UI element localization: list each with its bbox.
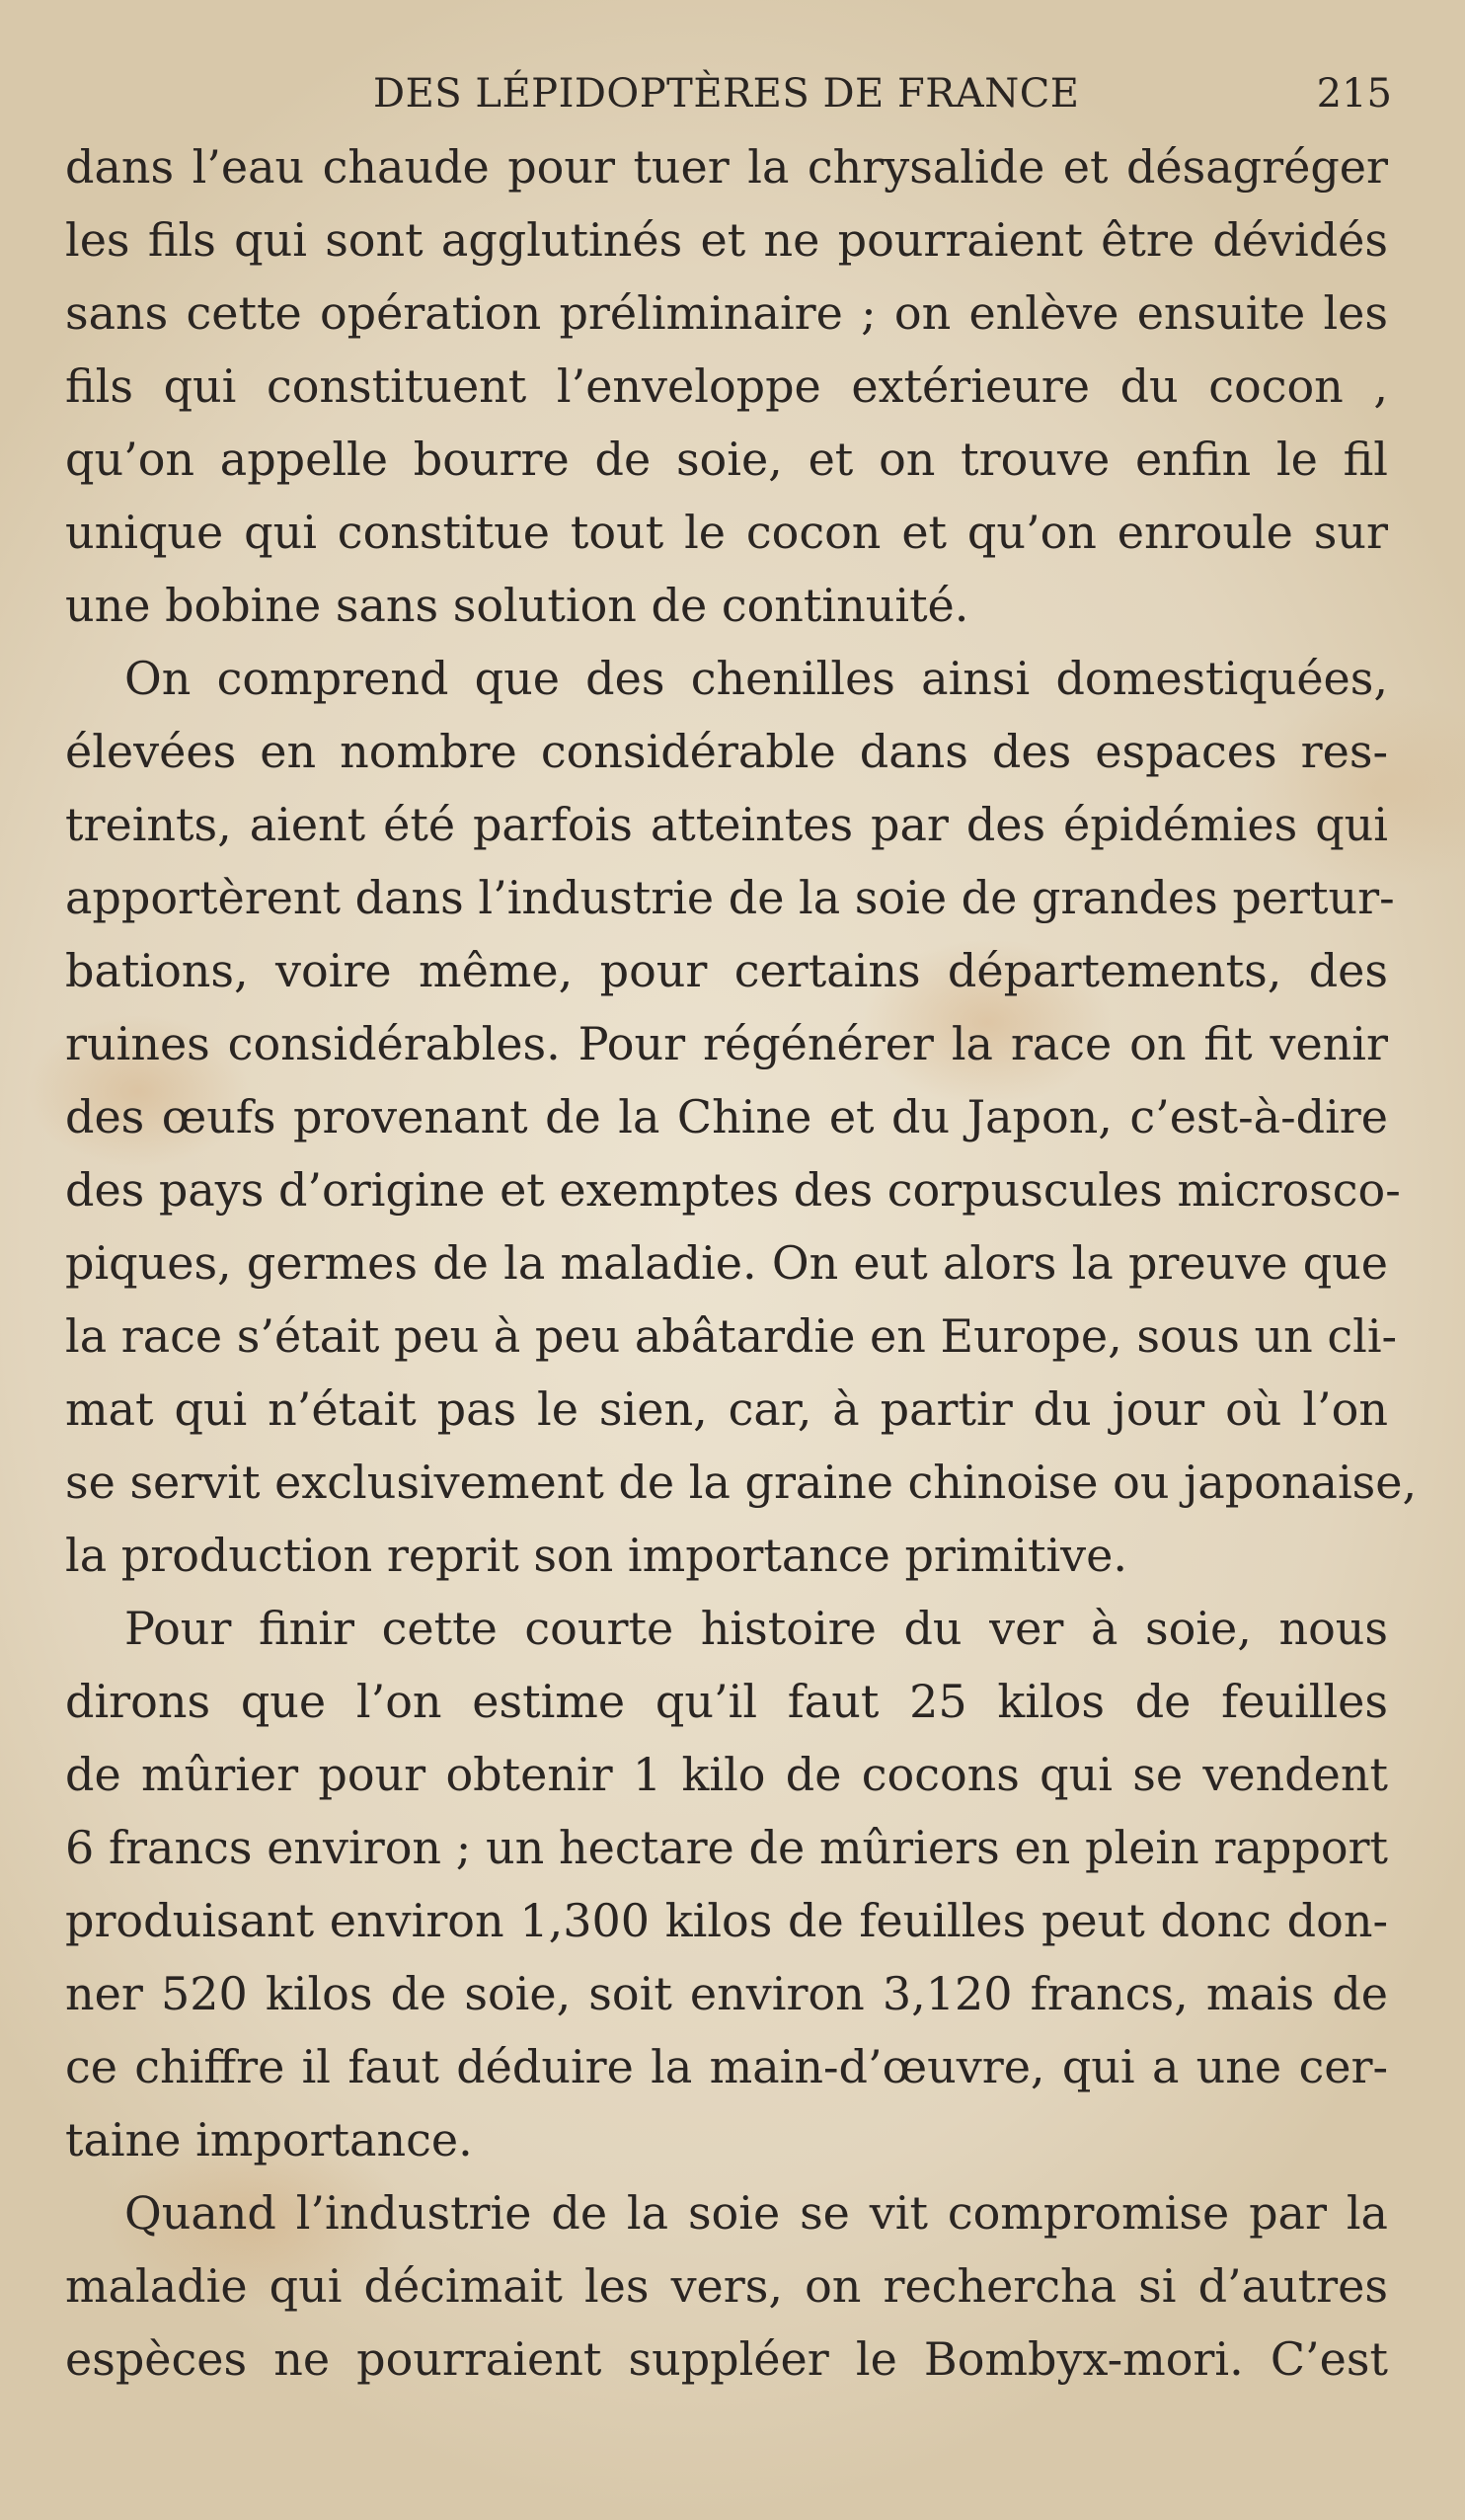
- text-line: des pays d’origine et exemptes des corpuscules microsco-: [65, 1163, 1401, 1217]
- text-line: espèces ne pourraient suppléer le Bombyx-mori. C’est: [65, 2332, 1388, 2386]
- text-line: dirons que l’on estime qu’il faut 25 kilos de feuilles: [65, 1675, 1388, 1728]
- text-line: ce chiffre il faut déduire la main-d’œuvre, qui a une cer-: [65, 2040, 1388, 2093]
- text-line: piques, germes de la maladie. On eut alors la preuve que: [65, 1236, 1388, 1290]
- paragraph: [65, 2176, 1388, 2396]
- text-line: dans l’eau chaude pour tuer la chrysalide et désagréger: [65, 140, 1388, 194]
- text-line: bations, voire même, pour certains départements, des: [65, 944, 1388, 997]
- text-line: de mûrier pour obtenir 1 kilo de cocons qui se vendent: [65, 1748, 1388, 1801]
- text-line: ruines considérables. Pour régénérer la race on fit venir: [65, 1017, 1388, 1070]
- text-line: mat qui n’était pas le sien, car, à partir du jour où l’on: [65, 1382, 1388, 1436]
- text-line: des œufs provenant de la Chine et du Japon, c’est-à-dire: [65, 1090, 1388, 1143]
- text-line: treints, aient été parfois atteintes par des épidémies qui: [65, 798, 1388, 851]
- text-line: apportèrent dans l’industrie de la soie de grandes pertur-: [65, 871, 1395, 924]
- page-number: 215: [1316, 71, 1392, 117]
- text-line: On comprend que des chenilles ainsi domestiquées,: [124, 652, 1388, 705]
- text-line: produisant environ 1,300 kilos de feuilles peut donc don-: [65, 1894, 1388, 1947]
- paragraph: [65, 642, 1418, 1592]
- paragraph: [65, 1592, 1388, 2176]
- text-line: unique qui constitue tout le cocon et qu’on enroule sur: [65, 506, 1388, 559]
- paragraph: [65, 130, 1388, 642]
- text-line: une bobine sans solution de continuité.: [65, 579, 969, 632]
- text-line: ner 520 kilos de soie, soit environ 3,120 francs, mais de: [65, 1967, 1388, 2020]
- text-line: sans cette opération préliminaire ; on enlève ensuite les: [65, 286, 1388, 340]
- text-line: 6 francs environ ; un hectare de mûriers en plein rapport: [65, 1821, 1388, 1874]
- text-line: fils qui constituent l’enveloppe extérieure du cocon ,: [65, 359, 1388, 413]
- text-line: maladie qui décimait les vers, on rechercha si d’autres: [65, 2259, 1388, 2313]
- text-line: les fils qui sont agglutinés et ne pourraient être dévidés: [65, 213, 1388, 267]
- text-line: Quand l’industrie de la soie se vit compromise par la: [124, 2186, 1388, 2240]
- running-title: DES LÉPIDOPTÈRES DE FRANCE: [373, 71, 1080, 117]
- body-text: [65, 130, 1418, 2396]
- text-line: Pour finir cette courte histoire du ver à soie, nous: [124, 1602, 1388, 1655]
- text-line: la race s’était peu à peu abâtardie en Europe, sous un cli-: [65, 1309, 1398, 1363]
- text-line: la production reprit son importance primitive.: [65, 1529, 1127, 1582]
- text-line: se servit exclusivement de la graine chinoise ou japonaise,: [65, 1456, 1418, 1509]
- running-head: [59, 65, 1392, 122]
- text-line: élevées en nombre considérable dans des espaces res-: [65, 725, 1388, 778]
- text-line: qu’on appelle bourre de soie, et on trouve enfin le fil: [65, 433, 1388, 486]
- text-line: taine importance.: [65, 2113, 473, 2166]
